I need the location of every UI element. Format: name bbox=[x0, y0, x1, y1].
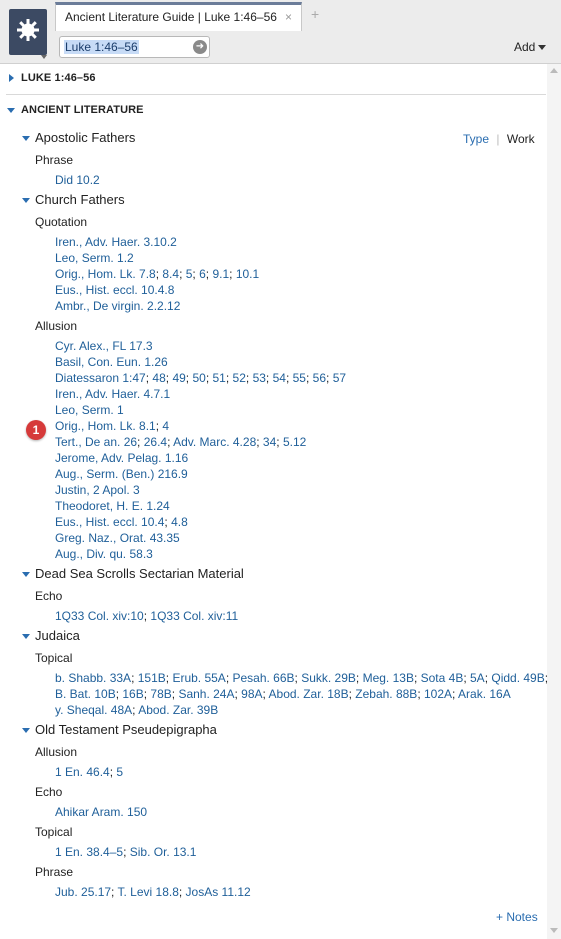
reference-line bbox=[55, 235, 177, 249]
reference-line bbox=[55, 355, 168, 369]
reference-link[interactable]: Leo, Serm. 1 bbox=[55, 403, 124, 417]
separator: ; bbox=[192, 267, 200, 281]
separator: ; bbox=[109, 765, 117, 779]
reference-line bbox=[55, 805, 147, 819]
reference-line bbox=[55, 435, 306, 449]
reference-link[interactable]: Basil, Con. Eun. 1.26 bbox=[55, 355, 168, 369]
go-arrow-icon[interactable]: ➜ bbox=[193, 40, 207, 54]
collapse-arrow-icon[interactable] bbox=[22, 136, 30, 141]
reference-link[interactable]: 6 bbox=[199, 267, 206, 281]
reference-link[interactable]: 1 En. 38.4–5 bbox=[55, 845, 124, 859]
separator: ; bbox=[145, 371, 153, 385]
reference-line bbox=[55, 299, 180, 313]
reference-link[interactable]: 34 bbox=[262, 435, 277, 449]
reference-link[interactable]: Abod. Zar. 39B bbox=[138, 703, 219, 717]
reference-link[interactable]: 10.1 bbox=[235, 267, 260, 281]
group-title[interactable]: Church Fathers bbox=[35, 192, 125, 207]
reference-line bbox=[55, 703, 218, 717]
reference-link[interactable]: 56 bbox=[312, 371, 327, 385]
reference-link[interactable]: 5A bbox=[470, 671, 485, 685]
reference-link[interactable]: Jerome, Adv. Pelag. 1.16 bbox=[55, 451, 189, 465]
collapse-arrow-icon[interactable] bbox=[22, 634, 30, 639]
separator: ; bbox=[256, 435, 263, 449]
group-title[interactable]: Apostolic Fathers bbox=[35, 130, 136, 145]
separator: ; bbox=[155, 267, 163, 281]
chevron-down-icon[interactable] bbox=[41, 55, 47, 59]
group-title[interactable]: Old Testament Pseudepigrapha bbox=[35, 722, 217, 737]
separator: ; bbox=[143, 687, 151, 701]
reference-link[interactable]: Arak. 16A bbox=[458, 687, 511, 701]
separator: ; bbox=[165, 671, 173, 685]
type-toggle[interactable]: Type bbox=[463, 132, 490, 146]
add-button[interactable] bbox=[514, 40, 546, 54]
reference-line bbox=[55, 547, 153, 561]
separator: ; bbox=[463, 671, 470, 685]
reference-line bbox=[55, 283, 174, 297]
reference-line bbox=[55, 499, 170, 513]
reference-link[interactable]: 48 bbox=[152, 371, 166, 385]
collapse-arrow-icon[interactable] bbox=[22, 728, 30, 733]
reference-link[interactable]: 98A bbox=[241, 687, 263, 701]
collapse-arrow-icon[interactable] bbox=[22, 572, 30, 577]
separator: ; bbox=[417, 687, 424, 701]
reference-line bbox=[55, 765, 123, 779]
separator: ; bbox=[115, 687, 123, 701]
separator: ; bbox=[484, 671, 492, 685]
reference-link[interactable]: 50 bbox=[192, 371, 206, 385]
reference-link[interactable]: 102A bbox=[423, 687, 453, 701]
category-label: Phrase bbox=[35, 153, 74, 167]
reference-link[interactable]: Orig., Hom. Lk. 7.8 bbox=[55, 267, 156, 281]
category-label: Topical bbox=[35, 651, 73, 665]
separator: ; bbox=[185, 371, 193, 385]
reference-link[interactable]: Theodoret, H. E. 1.24 bbox=[55, 499, 170, 513]
separator: ; bbox=[165, 371, 173, 385]
reference-link[interactable]: 57 bbox=[332, 371, 347, 385]
reference-line bbox=[55, 173, 100, 187]
separator: ; bbox=[137, 435, 144, 449]
add-label: Add bbox=[514, 40, 536, 54]
reference-link[interactable]: B. Bat. 10B bbox=[55, 687, 116, 701]
separator: ; bbox=[178, 885, 186, 899]
separator: ; bbox=[452, 687, 459, 701]
reference-line bbox=[55, 339, 153, 353]
reference-link[interactable]: 16B bbox=[122, 687, 144, 701]
separator: ; bbox=[123, 845, 130, 859]
reference-link[interactable]: Sota 4B bbox=[420, 671, 464, 685]
reference-link[interactable]: 51 bbox=[212, 371, 226, 385]
separator: ; bbox=[131, 671, 138, 685]
reference-link[interactable]: Iren., Adv. Haer. 3.10.2 bbox=[55, 235, 177, 249]
new-tab-button[interactable]: + bbox=[311, 6, 320, 22]
separator: ; bbox=[265, 371, 273, 385]
reference-link[interactable]: Sib. Or. 13.1 bbox=[129, 845, 197, 859]
reference-link[interactable]: 8.4 bbox=[162, 267, 180, 281]
reference-link[interactable]: Ahikar Aram. 150 bbox=[55, 805, 148, 819]
group-title[interactable]: Judaica bbox=[35, 628, 80, 643]
reference-link[interactable]: Jub. 25.17 bbox=[55, 885, 112, 899]
reference-link[interactable]: 5 bbox=[185, 267, 193, 281]
tab-title: Ancient Literature Guide | Luke 1:46–56 bbox=[65, 10, 277, 24]
toolbar bbox=[0, 0, 561, 64]
reference-line bbox=[55, 483, 140, 497]
reference-link[interactable]: Diatessaron 1:47 bbox=[55, 371, 146, 385]
reference-link[interactable]: Abod. Zar. 18B bbox=[268, 687, 349, 701]
reference-link[interactable]: 49 bbox=[172, 371, 186, 385]
separator: ; bbox=[285, 371, 293, 385]
reference-link[interactable]: y. Sheqal. 48A bbox=[55, 703, 133, 717]
separator: ; bbox=[132, 703, 139, 717]
separator: ; bbox=[234, 687, 242, 701]
reference-link[interactable]: 78B bbox=[150, 687, 172, 701]
reference-line bbox=[55, 885, 251, 899]
separator: ; bbox=[276, 435, 283, 449]
reference-line bbox=[55, 387, 170, 401]
reference-link[interactable]: Cyr. Alex., FL 17.3 bbox=[55, 339, 153, 353]
collapse-arrow-icon[interactable] bbox=[22, 198, 30, 203]
reference-link[interactable]: b. Shabb. 33A bbox=[55, 671, 132, 685]
reference-link[interactable]: Zebah. 88B bbox=[355, 687, 418, 701]
reference-link[interactable]: 26.4 bbox=[143, 435, 168, 449]
separator: ; bbox=[171, 687, 179, 701]
reference-link[interactable]: Aug., Serm. (Ben.) 216.9 bbox=[55, 467, 188, 481]
separator: ; bbox=[164, 515, 172, 529]
reference-link[interactable]: Eus., Hist. eccl. 10.4 bbox=[55, 515, 165, 529]
reference-link[interactable]: Adv. Marc. 4.28 bbox=[173, 435, 257, 449]
separator: ; bbox=[229, 267, 236, 281]
separator: ; bbox=[179, 267, 186, 281]
reference-line bbox=[55, 845, 196, 859]
reference-line bbox=[55, 267, 259, 281]
reference-link[interactable]: Pesah. 66B bbox=[232, 671, 295, 685]
expand-arrow-icon[interactable] bbox=[9, 74, 14, 82]
reference-line bbox=[55, 403, 124, 417]
separator: ; bbox=[348, 687, 356, 701]
reference-link[interactable]: 55 bbox=[292, 371, 306, 385]
reference-link[interactable]: Leo, Serm. 1.2 bbox=[55, 251, 134, 265]
reference-link[interactable]: 1Q33 Col. xiv:10 bbox=[55, 609, 144, 623]
reference-link[interactable]: Did 10.2 bbox=[55, 173, 100, 187]
reference-link[interactable]: T. Levi 18.8 bbox=[117, 885, 179, 899]
reference-link[interactable]: 5.12 bbox=[282, 435, 307, 449]
reference-link[interactable]: Sanh. 24A bbox=[178, 687, 235, 701]
reference-link[interactable]: 5 bbox=[116, 765, 124, 779]
reference-link[interactable]: Erub. 55A bbox=[172, 671, 226, 685]
reference-line bbox=[55, 687, 511, 701]
reference-box[interactable] bbox=[59, 36, 210, 58]
separator: ; bbox=[225, 671, 233, 685]
reference-line bbox=[55, 531, 180, 545]
chevron-down-icon bbox=[538, 45, 546, 50]
category-label: Topical bbox=[35, 825, 73, 839]
category-label: Phrase bbox=[35, 865, 74, 879]
scroll-down-arrow-icon[interactable] bbox=[550, 928, 558, 933]
reference-link[interactable]: Meg. 13B bbox=[362, 671, 414, 685]
reference-line bbox=[55, 371, 346, 385]
view-toggle bbox=[463, 132, 535, 146]
tab-ancient-literature-guide[interactable] bbox=[55, 2, 302, 31]
separator: ; bbox=[245, 371, 253, 385]
reference-link[interactable]: 4.8 bbox=[171, 515, 188, 529]
separator: ; bbox=[225, 371, 233, 385]
reference-line bbox=[55, 671, 548, 685]
separator: ; bbox=[262, 687, 269, 701]
category-label: Quotation bbox=[35, 215, 88, 229]
toggle-separator: | bbox=[496, 132, 500, 146]
reference-link[interactable]: Aug., Div. qu. 58.3 bbox=[55, 547, 153, 561]
reference-line bbox=[55, 419, 169, 433]
reference-link[interactable]: 1 En. 46.4 bbox=[55, 765, 110, 779]
reference-line bbox=[55, 467, 188, 481]
vertical-scrollbar[interactable] bbox=[544, 64, 561, 939]
gear-icon bbox=[16, 18, 40, 42]
reference-link[interactable]: Justin, 2 Apol. 3 bbox=[55, 483, 140, 497]
reference-line bbox=[55, 609, 238, 623]
reference-line bbox=[55, 515, 188, 529]
guide-content bbox=[0, 64, 547, 939]
reference-link[interactable]: 52 bbox=[232, 371, 246, 385]
reference-link[interactable]: 1Q33 Col. xiv:11 bbox=[150, 609, 239, 623]
reference-line bbox=[55, 451, 188, 465]
separator: ; bbox=[167, 435, 174, 449]
separator: ; bbox=[205, 267, 213, 281]
reference-link[interactable]: 4 bbox=[162, 419, 170, 433]
reference-link[interactable]: JosAs 11.12 bbox=[185, 885, 251, 899]
separator: ; bbox=[544, 671, 549, 685]
work-toggle[interactable]: Work bbox=[506, 132, 535, 146]
marker-badge: 1 bbox=[26, 420, 46, 440]
section-ancient-literature[interactable]: ANCIENT LITERATURE bbox=[21, 104, 144, 116]
reference-link[interactable]: Greg. Naz., Orat. 43.35 bbox=[55, 531, 180, 545]
category-label: Echo bbox=[35, 785, 63, 799]
separator: ; bbox=[205, 371, 213, 385]
reference-link[interactable]: Orig., Hom. Lk. 8.1 bbox=[55, 419, 156, 433]
separator: ; bbox=[355, 671, 363, 685]
separator: ; bbox=[326, 371, 333, 385]
collapse-arrow-icon[interactable] bbox=[7, 108, 15, 113]
reference-link[interactable]: Qidd. 49B bbox=[491, 671, 545, 685]
reference-link[interactable]: 151B bbox=[137, 671, 166, 685]
close-icon[interactable]: × bbox=[285, 10, 293, 24]
reference-input[interactable]: Luke 1:46–56 bbox=[65, 40, 138, 54]
app-menu-button[interactable] bbox=[9, 9, 47, 55]
category-label: Allusion bbox=[35, 745, 78, 759]
section-passage[interactable]: LUKE 1:46–56 bbox=[21, 72, 96, 84]
add-notes-link[interactable]: + Notes bbox=[496, 910, 538, 924]
reference-link[interactable]: Iren., Adv. Haer. 4.7.1 bbox=[55, 387, 171, 401]
scroll-up-arrow-icon[interactable] bbox=[550, 68, 558, 73]
separator: ; bbox=[155, 419, 163, 433]
reference-link[interactable]: 54 bbox=[272, 371, 286, 385]
separator: ; bbox=[111, 885, 118, 899]
divider bbox=[6, 94, 546, 95]
separator: ; bbox=[305, 371, 313, 385]
reference-link[interactable]: Sukk. 29B bbox=[301, 671, 356, 685]
reference-link[interactable]: Tert., De an. 26 bbox=[55, 435, 138, 449]
category-label: Echo bbox=[35, 589, 63, 603]
reference-link[interactable]: 9.1 bbox=[212, 267, 230, 281]
separator: ; bbox=[294, 671, 302, 685]
separator: ; bbox=[413, 671, 421, 685]
reference-link[interactable]: Ambr., De virgin. 2.2.12 bbox=[55, 299, 181, 313]
group-title[interactable]: Dead Sea Scrolls Sectarian Material bbox=[35, 566, 244, 581]
separator: ; bbox=[143, 609, 151, 623]
reference-link[interactable]: 53 bbox=[252, 371, 266, 385]
category-label: Allusion bbox=[35, 319, 78, 333]
reference-line bbox=[55, 251, 134, 265]
reference-link[interactable]: Eus., Hist. eccl. 10.4.8 bbox=[55, 283, 175, 297]
